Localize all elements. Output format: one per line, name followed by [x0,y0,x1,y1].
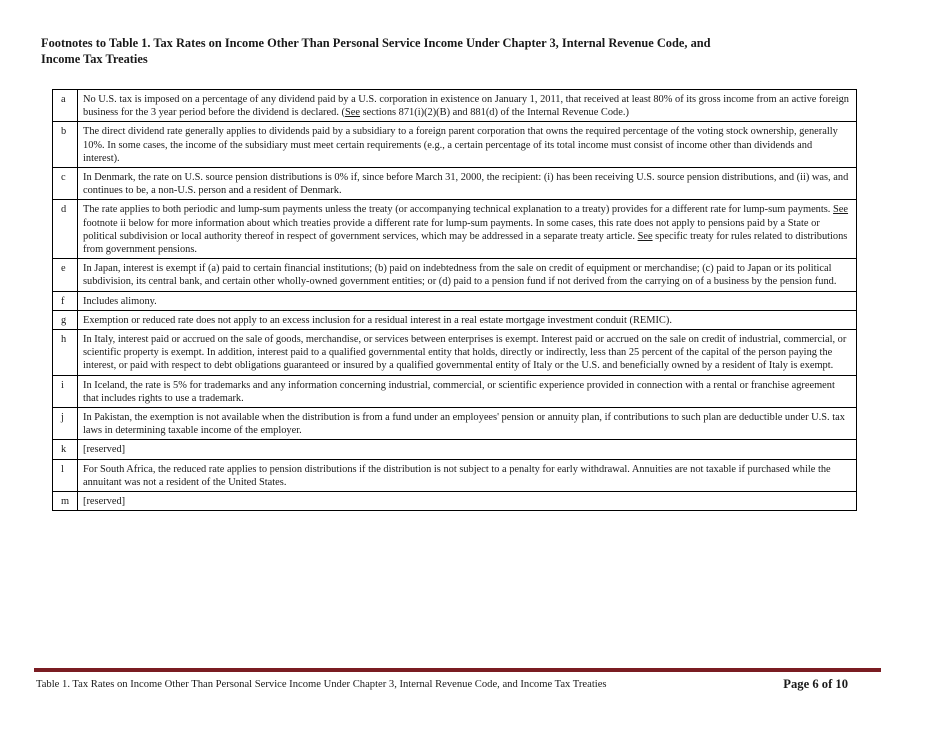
footnote-row-f [53,291,857,310]
footnote-text-segment: In Iceland, the rate is 5% for trademarks and any information concerning industrial, commercial, or scientific experience provided in connection with a rental or franchise agreement that includes rights to use a trademark. [83,379,835,404]
footnote-row-e [53,259,857,291]
footnote-row-b [53,122,857,168]
footnote-text-segment: Includes alimony. [83,295,157,307]
page-heading-line-2: Income Tax Treaties [41,52,148,66]
footnote-text-segment: In Denmark, the rate on U.S. source pension distributions is 0% if, since before March 31, 2000, the recipient: (i) has been receiving U.S. source pension distributions, and (ii) was, and continues to be, a non-U.S. person and a resident of Denmark. [83,172,849,197]
footnote-text [78,440,857,459]
footnotes-table [52,89,857,511]
footnote-text [78,459,857,491]
footnote-letter: b [53,122,78,168]
footnote-text [78,291,857,310]
footnote-text-segment: Exemption or reduced rate does not apply to an excess inclusion for a residual interest in a real estate mortgage investment conduit (REMIC). [83,314,672,326]
footnote-text [78,122,857,168]
footnote-text-segment: In Japan, interest is exempt if (a) paid to certain financial institutions; (b) paid on indebtedness from the sale on credit of equipment or merchandise; (c) paid to Japan or its political subdivision, its central bank, and certain other wholly-owned government entities; or (d) paid to a pension fund if not derived from the carrying on of a business by the pension fund. [83,263,837,288]
footnote-row-j [53,408,857,440]
footnote-text [78,408,857,440]
page-heading-line-1: Footnotes to Table 1. Tax Rates on Income Other Than Personal Service Income Under Chapter 3, Internal Revenue Code, and [41,36,711,50]
footnote-row-k [53,440,857,459]
footnote-text-segment: specific treaty for rules related to distributions from government pensions. [83,230,848,256]
footnote-see-reference: See [637,230,653,242]
footnote-letter: l [53,459,78,491]
footnote-row-a [53,90,857,122]
footnote-text-segment: [reserved] [83,496,126,508]
page-number: Page 6 of 10 [783,677,848,691]
footnote-text-segment: sections 871(i)(2)(B) and 881(d) of the Internal Revenue Code.) [360,107,629,119]
footnote-text [78,259,857,291]
footnote-text-segment: footnote ii below for more information about which treaties provide a different rate for lump-sum payments. In some cases, this rate does not apply to pensions paid by a State or political subdivision or local authority thereof in respect of government services, which may be addressed in a separate treaty article. [83,217,820,242]
footnote-text [78,168,857,200]
footnote-letter: i [53,375,78,407]
footnote-letter: e [53,259,78,291]
footnote-text [78,90,857,122]
footnote-letter: c [53,168,78,200]
footnote-text [78,310,857,329]
footnote-text-segment: [reserved] [83,444,126,456]
footnote-text-segment: In Italy, interest paid or accrued on the sale of goods, merchandise, or services between enterprises is exempt. Interest paid or accrued on the sale on credit of industrial, commercial, or scientific property is exempt. In addition, interest paid to a qualified governmental entity that holds, directly or indirectly, less than 25 percent of the capital of the person paying the interest, or paid with respect to debt obligations guaranteed or insured by a qualified governmental entity of Italy or the U.S. and beneficially owned by a resident of Italy is exempt. [83,334,847,372]
page-heading [41,35,801,67]
footer-title: Table 1. Tax Rates on Income Other Than Personal Service Income Under Chapter 3, Internal Revenue Code, and Income Tax Treaties [36,679,607,690]
footnote-letter: h [53,330,78,376]
footnote-letter: f [53,291,78,310]
footnote-row-h [53,330,857,376]
footnote-row-g [53,310,857,329]
footer-rule [34,668,881,672]
footnote-text [78,330,857,376]
footnote-see-reference: See [344,107,360,119]
footnote-letter: d [53,200,78,259]
footnote-row-l [53,459,857,491]
footnote-text [78,492,857,511]
footnote-row-m [53,492,857,511]
footnote-letter: m [53,492,78,511]
footnote-text [78,375,857,407]
footnote-letter: j [53,408,78,440]
footnote-text-segment: For South Africa, the reduced rate applies to pension distributions if the distribution is not subject to a penalty for early withdrawal. Annuities are not taxable if purchased while the annuitant was not a resident of the United States. [83,463,831,488]
footnotes-table-body [53,90,857,511]
footnote-text-segment: In Pakistan, the exemption is not available when the distribution is from a fund under an employees' pension or annuity plan, if contributions to such plan are deductible under U.S. tax laws in determining taxable income of the employer. [83,412,845,437]
footnote-letter: g [53,310,78,329]
footnote-letter: a [53,90,78,122]
footnote-text-segment: The direct dividend rate generally applies to dividends paid by a subsidiary to a foreign parent corporation that owns the required percentage of the voting stock ownership, generally 10%. In some cases, the income of the subsidiary must meet certain requirements (e.g., a certain percentage of its total income must consist of income other than dividends and interest). [83,126,838,164]
footnote-letter: k [53,440,78,459]
footnote-text [78,200,857,259]
footnote-see-reference: See [833,204,849,216]
footnote-row-i [53,375,857,407]
footnote-text-segment: No U.S. tax is imposed on a percentage of any dividend paid by a U.S. corporation in existence on January 1, 2011, that received at least 80% of its gross income from an active foreign business for the 3 year period before the dividend is declared. ( [83,94,849,119]
footnote-row-c [53,168,857,200]
footnote-text-segment: The rate applies to both periodic and lump-sum payments unless the treaty (or accompanying technical explanation to a treaty) provides for a different rate for lump-sum payments. [83,204,834,216]
footnote-row-d [53,200,857,259]
